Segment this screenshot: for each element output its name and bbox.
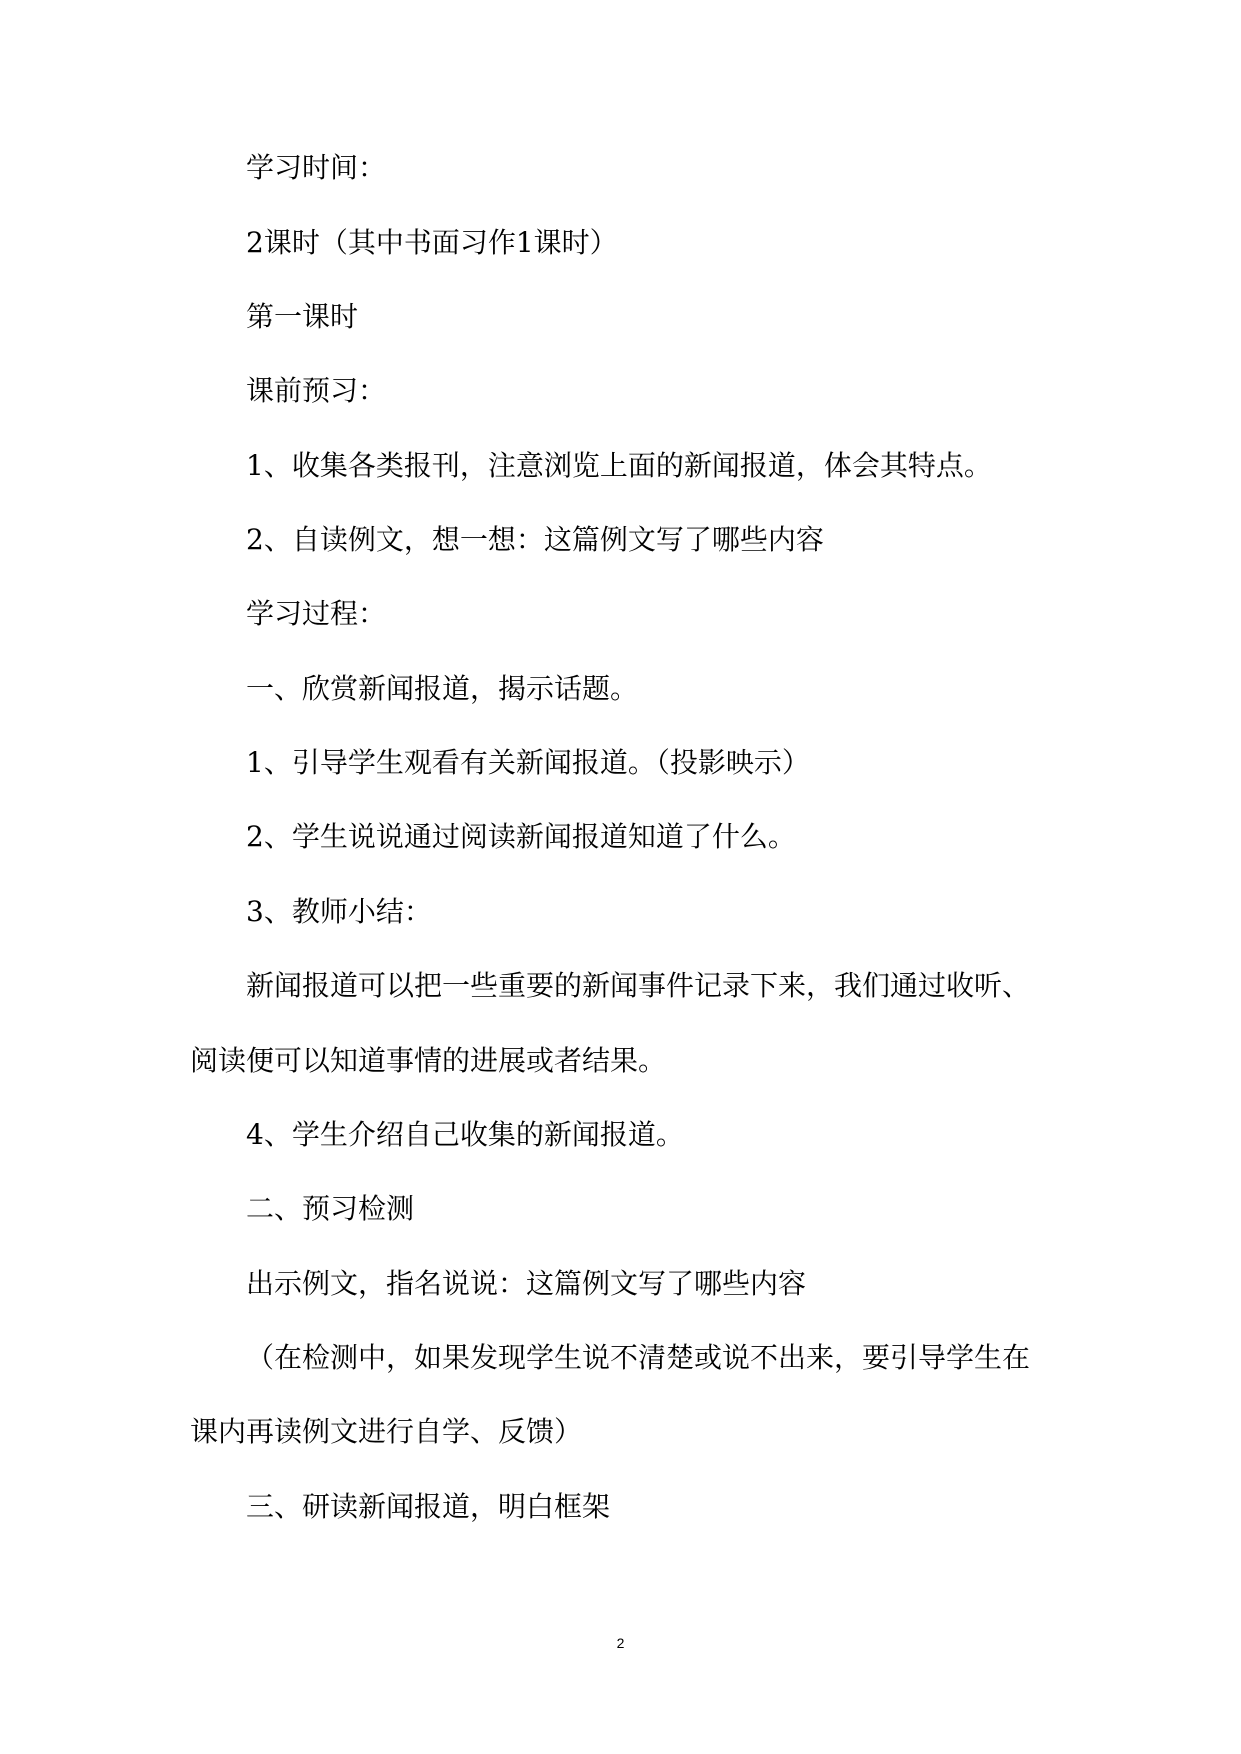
summary-paragraph-line-1: 新闻报道可以把一些重要的新闻事件记录下来，我们通过收听、 [246, 969, 1031, 1002]
section-one-item-3: 3、教师小结： [246, 895, 432, 928]
section-two-note-line-1: （在检测中，如果发现学生说不清楚或说不出来，要引导学生在 [246, 1341, 1031, 1374]
section-one-heading: 一、欣赏新闻报道，揭示话题。 [246, 672, 639, 705]
page-number: 2 [616, 1635, 625, 1651]
first-lesson-heading: 第一课时 [246, 300, 359, 333]
study-time-heading: 学习时间： [246, 151, 387, 184]
section-three-heading: 三、研读新闻报道，明白框架 [246, 1490, 611, 1523]
study-time-value: 2课时（其中书面习作1课时） [246, 226, 618, 259]
section-two-heading: 二、预习检测 [246, 1192, 415, 1225]
preview-item-2: 2、自读例文，想一想：这篇例文写了哪些内容 [246, 523, 824, 556]
process-heading: 学习过程： [246, 597, 387, 630]
preview-heading: 课前预习： [246, 374, 387, 407]
section-two-text: 出示例文，指名说说：这篇例文写了哪些内容 [246, 1267, 807, 1300]
section-one-item-2: 2、学生说说通过阅读新闻报道知道了什么。 [246, 820, 796, 853]
section-one-item-4: 4、学生介绍自己收集的新闻报道。 [246, 1118, 684, 1151]
preview-item-1: 1、收集各类报刊，注意浏览上面的新闻报道，体会其特点。 [246, 449, 992, 482]
summary-paragraph-line-2: 阅读便可以知道事情的进展或者结果。 [190, 1044, 667, 1077]
section-two-note-line-2: 课内再读例文进行自学、反馈） [190, 1415, 583, 1448]
section-one-item-1: 1、引导学生观看有关新闻报道。（投影映示） [246, 746, 810, 779]
